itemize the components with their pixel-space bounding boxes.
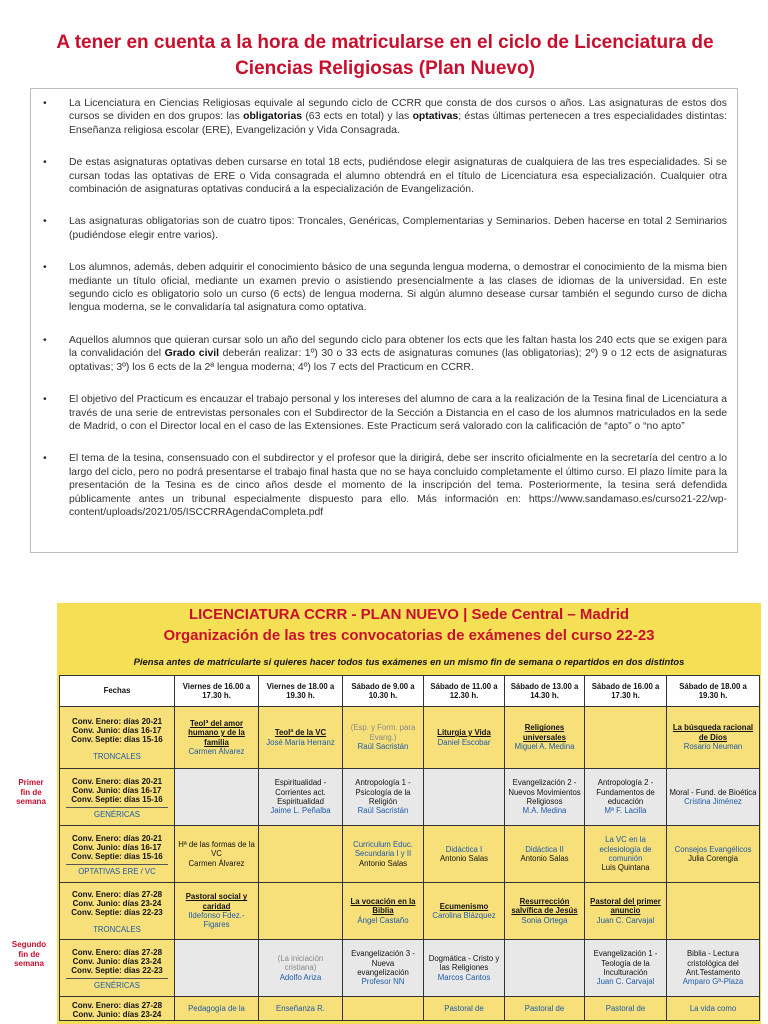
exam-cell xyxy=(585,826,667,883)
subject-name: La vocación en la Biblia xyxy=(350,896,416,916)
column-header: Viernes de 16.00 a 17.30 h. xyxy=(175,676,259,707)
subject-name: Teolª de la VC xyxy=(274,728,327,738)
exam-cell xyxy=(505,940,585,997)
exam-text: Consejos Evangélicos xyxy=(674,844,752,854)
exam-text: Enseñanza R. xyxy=(276,1003,325,1013)
exam-text: Moral - Fund. de Bioética xyxy=(669,787,757,797)
exam-cell xyxy=(505,707,585,769)
exam-text: La vida como xyxy=(689,1003,737,1013)
exam-cell xyxy=(343,769,424,826)
date-line: Conv. Septie: días 15-16 xyxy=(71,795,163,805)
subject-type-label: OPTATIVAS ERE / VC xyxy=(66,864,168,876)
exam-text: Mª F. Lacilla xyxy=(604,806,647,816)
dates-cell xyxy=(60,707,175,769)
exam-cell xyxy=(667,997,760,1021)
column-header: Sábado de 18.00 a 19.30 h. xyxy=(667,676,760,707)
exam-cell xyxy=(505,826,585,883)
table-row xyxy=(60,997,760,1021)
column-header: Sábado de 9.00 a 10.30 h. xyxy=(343,676,424,707)
exam-cell xyxy=(343,997,424,1021)
schedule-subheading: Organización de las tres convocatorias de exámenes del curso 22-23 xyxy=(163,627,655,644)
subject-note: (Esp. y Form. para Evang.) xyxy=(350,723,416,742)
table-row xyxy=(60,826,760,883)
subject-name: Liturgia y Vida xyxy=(437,728,491,738)
exam-text: Luis Quintana xyxy=(601,863,650,873)
bullet-dot: • xyxy=(43,98,47,109)
exam-text: Pastoral de xyxy=(524,1003,565,1013)
column-header: Sábado de 11.00 a 12.30 h. xyxy=(424,676,505,707)
exam-cell xyxy=(424,883,505,940)
exam-cell xyxy=(667,707,760,769)
exam-text: Evangelización 3 - Nueva evangelización xyxy=(351,949,415,977)
table-row xyxy=(60,883,760,940)
exam-cell xyxy=(585,940,667,997)
table-row xyxy=(60,769,760,826)
list-item: • La Licenciatura en Ciencias Religiosas equivale al segundo ciclo de CCRR que consta de dos cursos o años. Las asignaturas de estos dos cursos se dividen en dos grupos: las obligatorias (63 ects en total) y las optativas; éstas últimas pertenecen a tres especialidades distintas: Enseñanza religiosa escolar (ERE), Evangelización y Vida Consagrada. xyxy=(43,98,728,136)
bullet-dot: • xyxy=(43,216,47,228)
dates-cell xyxy=(60,997,175,1021)
date-line: Conv. Enero: días 20-21 xyxy=(71,777,163,787)
subject-name: Teolª del amor humano y de la familia xyxy=(188,718,245,747)
exam-text: Juan C. Carvajal xyxy=(596,915,655,925)
exam-cell xyxy=(505,883,585,940)
column-header: Sábado de 13.00 a 14.30 h. xyxy=(505,676,585,707)
exam-cell xyxy=(175,883,259,940)
exam-text: Didáctica II xyxy=(525,844,564,854)
date-line: Conv. Enero: días 27-28 xyxy=(71,948,163,958)
dates-cell xyxy=(60,940,175,997)
date-line: Conv. Junio: días 23-24 xyxy=(72,1010,162,1019)
exam-cell xyxy=(259,997,343,1021)
exam-text: Evangelización 2 - Nuevos Movimientos Religiosos xyxy=(508,778,581,806)
schedule-heading: LICENCIATURA CCRR - PLAN NUEVO | Sede Central – Madrid xyxy=(188,606,630,623)
bullet-dot: • xyxy=(43,394,47,406)
exam-text: José María Herranz xyxy=(266,737,335,747)
exam-text: Espiritualidad - Corrientes act. Espiritualidad xyxy=(274,778,327,806)
table-row xyxy=(60,940,760,997)
exam-cell xyxy=(343,940,424,997)
exam-cell xyxy=(175,940,259,997)
dates-cell xyxy=(60,883,175,940)
dates-cell xyxy=(60,769,175,826)
bullet-dot: • xyxy=(43,453,47,465)
date-line: Conv. Septie: días 15-16 xyxy=(71,734,163,744)
subject-type-label: GENÉRICAS xyxy=(66,807,168,819)
exam-cell xyxy=(175,769,259,826)
date-line: Conv. Septie: días 22-23 xyxy=(71,966,163,976)
exam-cell xyxy=(505,769,585,826)
date-line: Conv. Enero: días 20-21 xyxy=(71,834,163,844)
exam-text: Antonio Salas xyxy=(439,854,489,863)
exam-text: Raúl Sacristán xyxy=(357,742,409,752)
exam-text: Cristina Jiménez xyxy=(684,797,742,806)
bullet-dot: • xyxy=(43,334,47,346)
list-item: • Los alumnos, además, deben adquirir el conocimiento básico de una segunda lengua moderna, o demostrar el conocimiento de la misma bien mediante un título oficial, mediante un examen previo o asistiendo presencialmente a las clases de idiomas de la universidad. En este segundo ciclo es obligatorio solo un curso (6 ects) de lengua moderna. Si algún alumno desease cursar también el segundo curso de dicha lengua moderna, se le convalidaría tal asignatura como optativa. xyxy=(43,262,727,314)
subject-name: La búsqueda racional de Dios xyxy=(672,723,754,742)
subject-type-label: GENÉRICAS xyxy=(66,978,168,990)
column-header: Viernes de 18.00 a 19.30 h. xyxy=(259,676,343,707)
exam-cell xyxy=(259,769,343,826)
exam-cell xyxy=(585,707,667,769)
date-line: Conv. Junio: días 16-17 xyxy=(72,786,162,796)
table-header-row xyxy=(60,676,760,707)
subject-type-label: TRONCALES xyxy=(93,925,141,935)
subject-name: Pastoral social y caridad xyxy=(185,892,248,911)
exam-cell xyxy=(175,826,259,883)
exam-text: La VC en la eclesiología de comunión xyxy=(599,835,652,863)
exam-cell xyxy=(424,707,505,769)
subject-name: Pastoral del primer anuncio xyxy=(590,896,661,916)
date-line: Conv. Junio: días 23-24 xyxy=(72,957,162,967)
exam-cell xyxy=(259,707,343,769)
exam-cell xyxy=(585,883,667,940)
exam-text: Antropología 1 - Psicología de la Religión xyxy=(355,778,411,806)
exam-text: Curriculum Educ. Secundaria I y II xyxy=(353,839,413,859)
date-line: Conv. Enero: días 20-21 xyxy=(71,716,163,726)
date-line: Conv. Junio: días 16-17 xyxy=(72,725,162,735)
exam-text: Carolina Blázquez xyxy=(432,911,496,920)
exam-cell xyxy=(343,883,424,940)
exam-text: Evangelización 1 - Teología de la Inculturación xyxy=(593,949,658,977)
exam-text: Hª de las formas de la VC xyxy=(178,839,255,859)
list-item: • Aquellos alumnos que quieran cursar solo un año del segundo ciclo para obtener los ects que les faltan hasta los 240 ects que se exigen para la convalidación del Grado civil deberán realizar: 1º) 30 o 33 ects de asignaturas comunes (las obligatorias); 2º) 9 o 12 ects de asignaturas optativas; 3º) los 6 ects de la 2ª lengua moderna; 4º) los 7 ects del Practicum en CCRR. xyxy=(43,334,727,373)
date-line: Conv. Septie: días 22-23 xyxy=(71,908,163,918)
table-row xyxy=(60,707,760,769)
exam-text: Ildefonso Fdez.-Figares xyxy=(188,911,245,930)
date-line: Conv. Enero: días 27-28 xyxy=(71,890,163,900)
exam-cell xyxy=(585,997,667,1021)
bullet-dot: • xyxy=(43,157,47,169)
exam-cell xyxy=(343,826,424,883)
exam-text: Pastoral de xyxy=(605,1003,646,1013)
list-item: • De estas asignaturas optativas deben cursarse en total 18 ects, pudiéndose elegir asignaturas de cualquiera de las tres especialidades. Si se cursan todas las optativas de ERE o Vida consagrada el alumno obtendrá en el título de Licenciatura esa especialización. Cualquier otra combinación de asignaturas optativas conducirá a la especialización de Evangelización. xyxy=(43,157,727,196)
dates-cell xyxy=(60,826,175,883)
exam-cell xyxy=(259,883,343,940)
exam-text: Pastoral de xyxy=(444,1003,484,1013)
exam-cell xyxy=(175,707,259,769)
exam-text: Daniel Escobar xyxy=(437,737,491,747)
side-label-first-weekend: Primer fin de semana xyxy=(16,778,46,806)
exam-text: Pedagogía de la xyxy=(188,1003,245,1013)
exam-text: Antonio Salas xyxy=(520,854,569,863)
exam-text: Dogmática - Cristo y las Religiones xyxy=(428,953,500,973)
column-header: Sábado de 16.00 a 17.30 h. xyxy=(585,676,667,707)
column-header-fechas: Fechas xyxy=(60,676,175,707)
exam-cell xyxy=(424,769,505,826)
exam-text: Adolfo Ariza xyxy=(279,972,322,982)
exam-text: Jaime L. Peñalba xyxy=(270,806,331,816)
exam-text: Marcos Cantos xyxy=(437,972,491,982)
list-item: • El objetivo del Practicum es encauzar el trabajo personal y los intereses del alumno de cara a la realización de la Tesina final de Licenciatura a través de una serie de entrevistas personales con el Subdirector de la Sección a Distancia en el caso de los alumnos matriculados en la sede de Madrid, o con el Director local en el caso de las Extensiones. Este Practicum será valorado con la calificación de “apto” o “no apto” xyxy=(43,394,727,432)
exam-text: Raúl Sacristán xyxy=(357,806,409,816)
exam-text: M.A. Medina xyxy=(522,806,567,816)
exam-text: Rosario Neuman xyxy=(683,742,743,752)
date-line: Conv. Enero: días 27-28 xyxy=(71,1001,163,1010)
exam-schedule-table xyxy=(59,675,760,1021)
exam-cell xyxy=(667,940,760,997)
side-label-second-weekend: Segundo fin de semana xyxy=(11,940,47,968)
exam-cell xyxy=(424,826,505,883)
exam-text: Carmen Álvarez xyxy=(188,746,245,756)
exam-text: Juan C. Carvajal xyxy=(596,977,655,987)
exam-text: Antropología 2 - Fundamentos de educación xyxy=(596,778,655,806)
exam-cell xyxy=(175,997,259,1021)
exam-text: Julia Corengia xyxy=(688,854,738,863)
page-title: A tener en cuenta a la hora de matricularse en el ciclo de Licenciatura de Ciencias Religiosas (Plan Nuevo) xyxy=(56,32,714,79)
exam-text: Profesor NN xyxy=(361,977,405,987)
exam-cell xyxy=(667,883,760,940)
subject-type-label: TRONCALES xyxy=(93,751,141,761)
exam-text: Sonia Ortega xyxy=(521,915,568,925)
exam-text: Ángel Castaño xyxy=(357,915,409,925)
exam-cell xyxy=(424,997,505,1021)
exam-cell xyxy=(259,826,343,883)
subject-name: Religiones universales xyxy=(523,723,566,742)
exam-text: Miguel A. Medina xyxy=(514,742,575,752)
exam-text: Carmen Álvarez xyxy=(188,858,245,868)
bullet-dot: • xyxy=(43,262,47,274)
exam-text: Didáctica I xyxy=(445,844,483,854)
list-item: • El tema de la tesina, consensuado con el subdirector y el profesor que la dirigirá, debe ser inscrito oficialmente en la secretaría del centro a lo largo del ciclo, pero no podrá presentarse el trabajo final hasta que no se haya concluido completamente el último curso. El plazo límite para la presentación de la Tesina es de cinco años desde el momento de la inscripción del tema. Posteriormente, la tesina será defendida públicamente antes un tribunal especialmente dispuesto para ello. Más información en: https://www.sandamaso.es/curso21-22/wp-content/uploads/2021/05/ISCCRRAgendaCompleta.pdf xyxy=(43,453,727,518)
exam-text: Amparo Gª-Plaza xyxy=(682,977,744,987)
exam-cell xyxy=(424,940,505,997)
exam-cell xyxy=(585,769,667,826)
exam-cell xyxy=(343,707,424,769)
subject-name: Resurrección salvífica de Jesús xyxy=(511,896,578,916)
schedule-note: Piensa antes de matricularte si quieres hacer todos tus exámenes en un mismo fin de semana o repartidos en dos distintos xyxy=(133,656,685,667)
exam-cell xyxy=(667,769,760,826)
exam-cell xyxy=(667,826,760,883)
exam-cell xyxy=(259,940,343,997)
exam-cell xyxy=(505,997,585,1021)
date-line: Conv. Junio: días 16-17 xyxy=(72,843,162,853)
subject-name: Ecumenismo xyxy=(439,901,489,911)
subject-note: (La iniciación cristiana) xyxy=(277,953,324,973)
list-item: • Las asignaturas obligatorias son de cuatro tipos: Troncales, Genéricas, Complementarias y Seminarios. Deben hacerse en total 2 Seminarios (pudiéndose elegir entre varios). xyxy=(43,216,727,241)
date-line: Conv. Septie: días 15-16 xyxy=(71,852,163,862)
exam-text: Antonio Salas xyxy=(358,858,408,868)
info-box xyxy=(30,88,738,553)
exam-text: Biblia - Lectura cristológica del Ant.Testamento xyxy=(685,949,741,977)
date-line: Conv. Junio: días 23-24 xyxy=(72,899,162,909)
